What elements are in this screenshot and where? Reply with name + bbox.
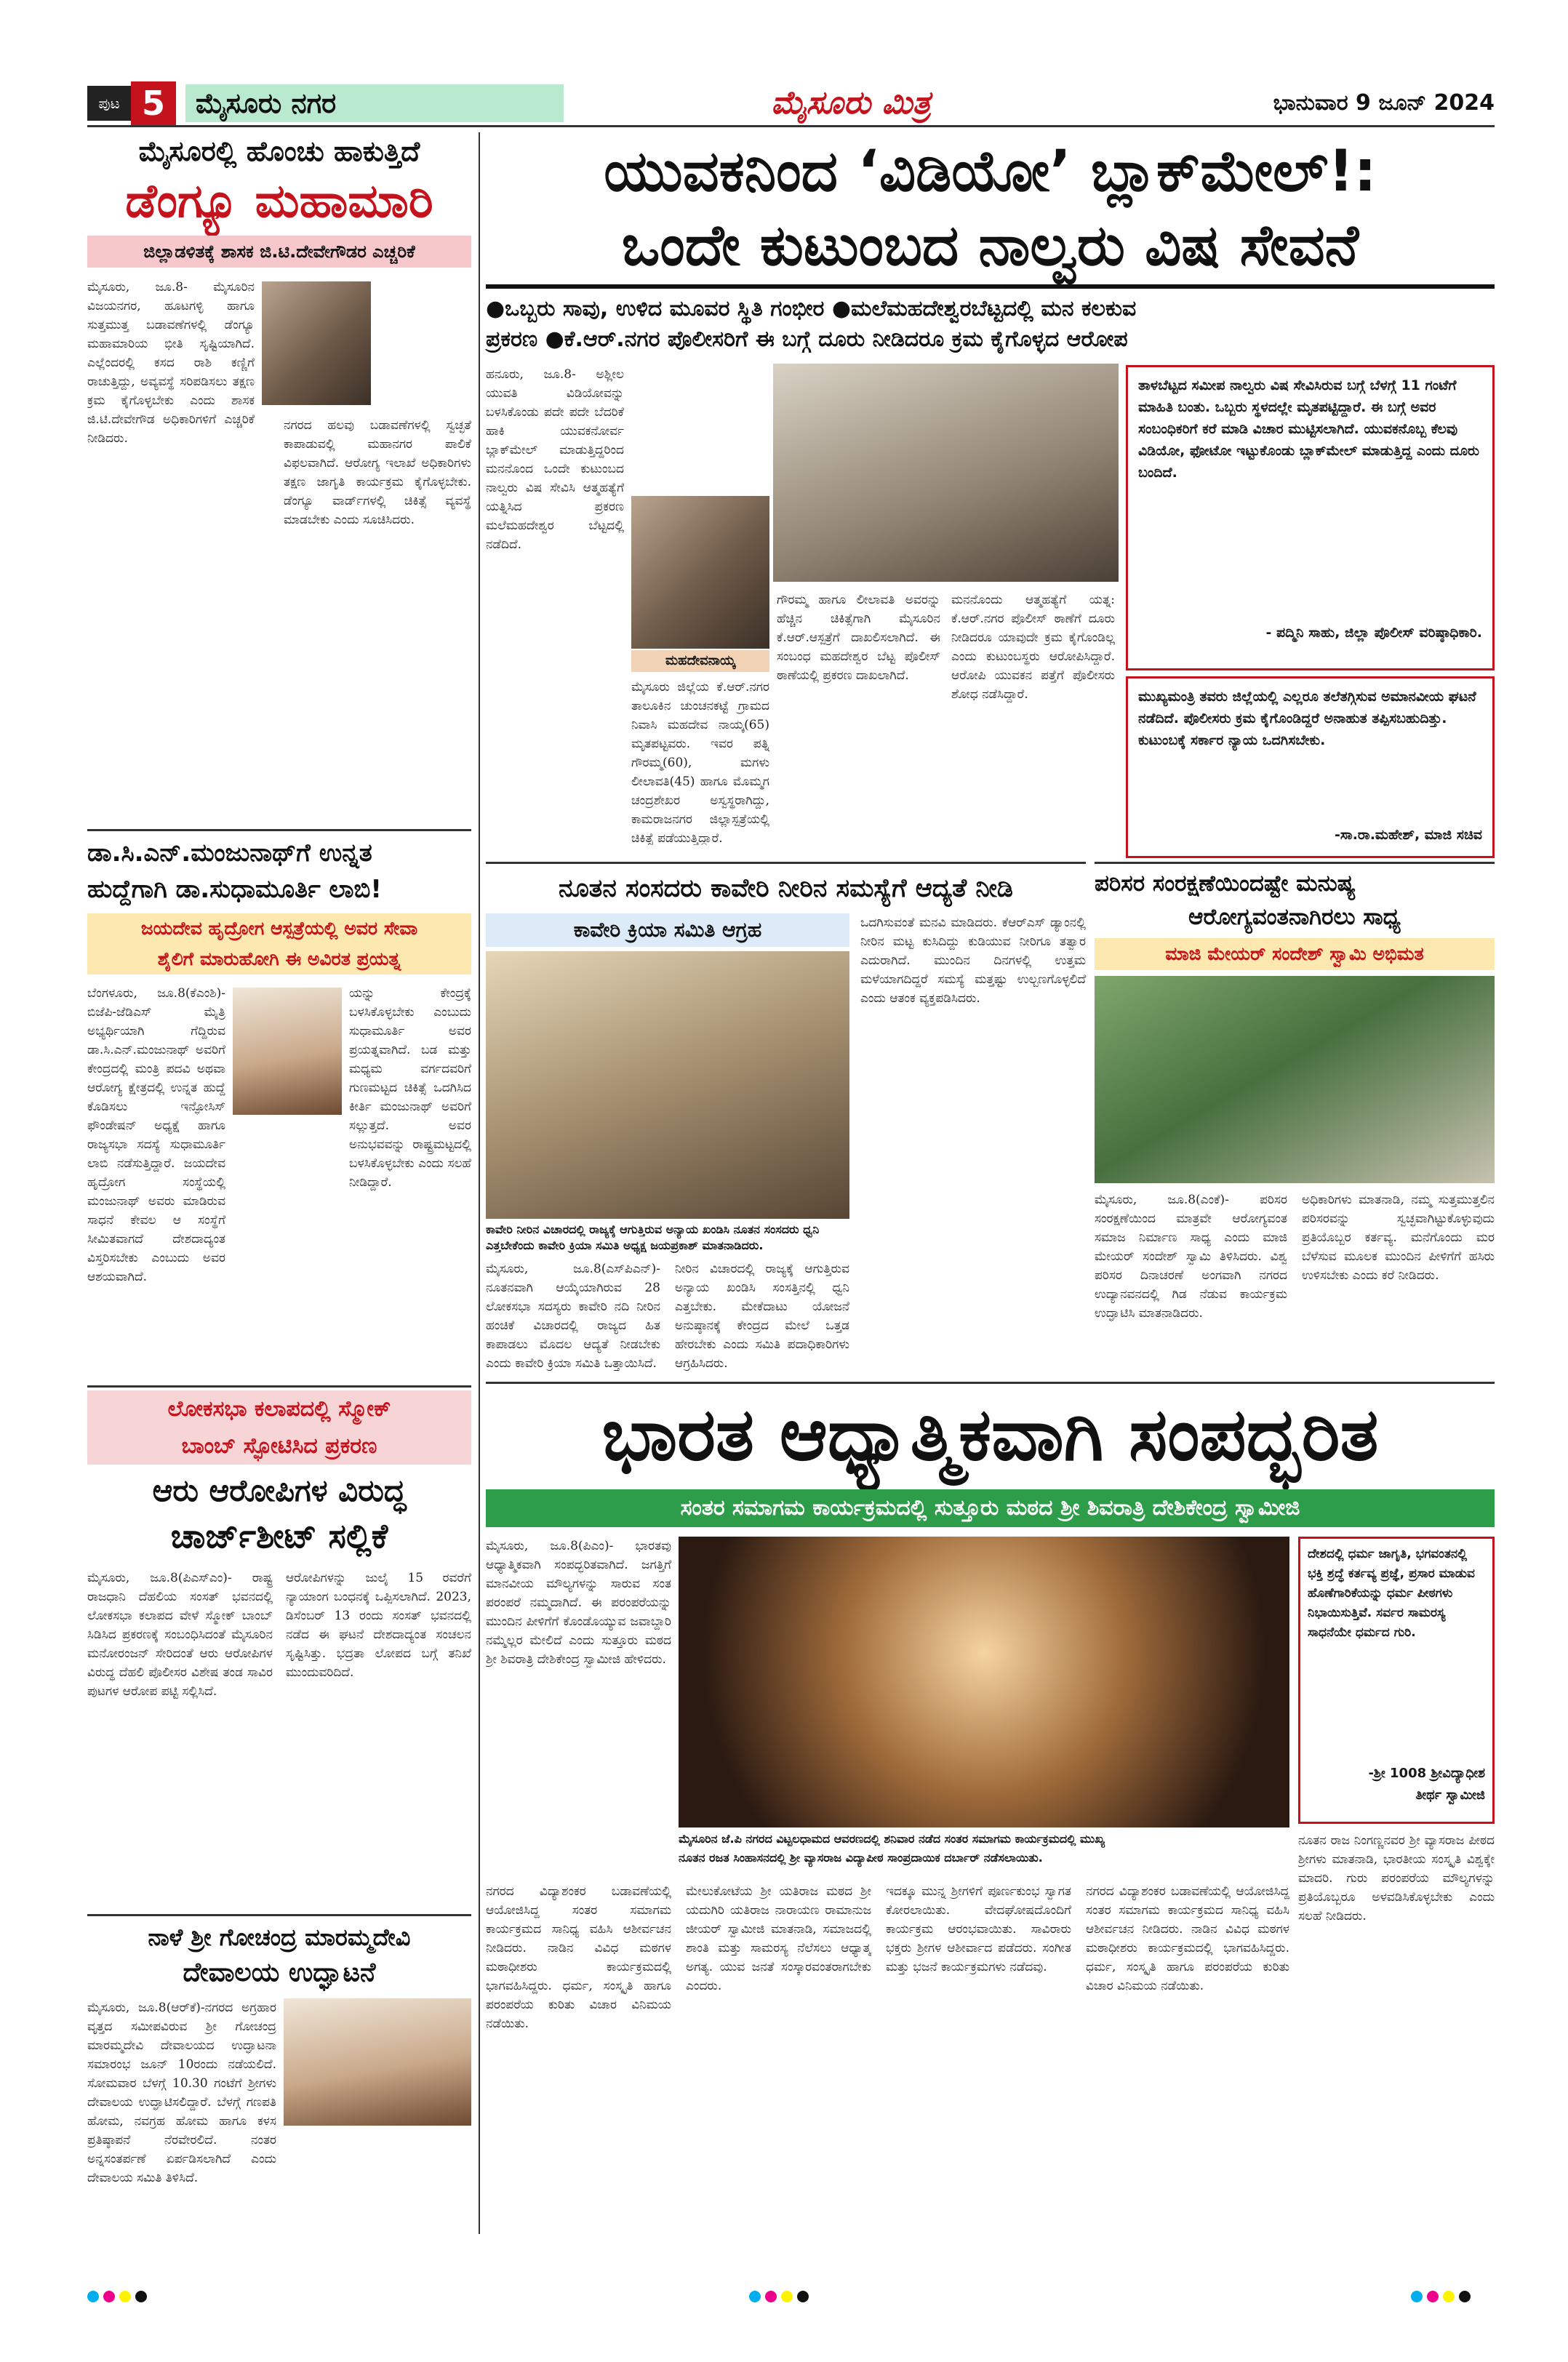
- seer-quote-box: [1298, 1537, 1495, 1824]
- lead-body-col1: ಹನೂರು, ಜೂ.8- ಅಶ್ಲೀಲ ಯುವತಿ ವಿಡಿಯೋವನ್ನು ಬಳಸಿಕೊಂಡು ಪದೇ ಪದೇ ಬೆದರಿಕೆ ಹಾಕಿ ಯುವಕನೋರ್ವ ಬ್ಲಾಕ್‌ಮೇಲ್ ಮಾಡುತ್ತಿದ್ದರಿಂದ ಮನನೊಂದ ಒಂದೇ ಕುಟುಂಬದ ನಾಲ್ವರು ವಿಷ ಸೇವಿಸಿ ಆತ್ಮಹತ್ಯೆಗೆ ಯತ್ನಿಸಿದ ಪ್ರಕರಣ ಮಲೆಮಹದೇಶ್ವರ ಬೆಟ್ಟದಲ್ಲಿ ನಡೆದಿದೆ.: [486, 367, 624, 552]
- spiritual-article: [486, 1388, 1495, 2235]
- env-article: [1095, 867, 1495, 1380]
- mahesh-quote-attribution: -ಸಾ.ರಾ.ಮಹೇಶ್, ಮಾಜಿ ಸಚಿವ: [1335, 827, 1482, 843]
- sudha-subhead-line1: ಜಯದೇವ ಹೃದ್ರೋಗ ಆಸ್ಪತ್ರೆಯಲ್ಲಿ ಅವರ ಸೇವಾ: [140, 918, 418, 939]
- dengue-body-col2: ನಗರದ ಹಲವು ಬಡಾವಣೆಗಳಲ್ಲಿ ಸ್ವಚ್ಛತೆ ಕಾಪಾಡುವಲ್ಲಿ ಮಹಾನಗರ ಪಾಲಿಕೆ ವಿಫಲವಾಗಿದೆ. ಆರೋಗ್ಯ ಇಲಾಖೆ ಅಧಿಕಾರಿಗಳು ತಕ್ಷಣ ಜಾಗೃತಿ ಕಾರ್ಯಕ್ರಮ ಕೈಗೊಳ್ಳಬೇಕು. ಡೆಂಗ್ಯೂ ವಾರ್ಡ್‌ಗಳಲ್ಲಿ ಚಿಕಿತ್ಸೆ ವ್ಯವಸ್ಥೆ ಮಾಡಬೇಕು ಎಂದು ಸೂಚಿಸಿದರು.: [284, 418, 471, 527]
- divider-spiritual: [486, 1382, 1495, 1384]
- cauvery-photo-caption: ಕಾವೇರಿ ನೀರಿನ ವಿಚಾರದಲ್ಲಿ ರಾಜ್ಯಕ್ಕೆ ಆಗುತ್ತಿರುವ ಅನ್ಯಾಯ ಖಂಡಿಸಿ ನೂತನ ಸಂಸದರು ಧ್ವನಿ ಎತ್ತಬೇಕೆಂದು ಕಾವೇರಿ ಕ್ರಿಯಾ ಸಮಿತಿ ಅಧ್ಯಕ್ಷ ಜಯಪ್ರಕಾಶ್ ಮಾತನಾಡಿದರು.: [486, 1222, 820, 1252]
- issue-date: ಭಾನುವಾರ 9 ಜೂನ್ 2024: [1273, 90, 1495, 116]
- mla-portrait: [262, 281, 371, 405]
- temple-photo: [284, 1998, 471, 2126]
- spiritual-headline: ಭಾರತ ಆಧ್ಯಾತ್ಮಿಕವಾಗಿ ಸಂಪದ್ಭರಿತ: [601, 1392, 1379, 1477]
- smoke-headline-line2: ಚಾರ್ಜ್‌ಶೀಟ್ ಸಲ್ಲಿಕೆ: [170, 1516, 388, 1556]
- sudha-headline-line1: ಡಾ.ಸಿ.ಎನ್.ಮಂಜುನಾಥ್‌ಗೆ ಉನ್ನತ: [87, 838, 372, 868]
- temple-article: [87, 1920, 471, 2233]
- magenta-dot: [765, 2291, 777, 2302]
- lead-deck-line1: ●ಒಬ್ಬರು ಸಾವು, ಉಳಿದ ಮೂವರ ಸ್ಥಿತಿ ಗಂಭೀರ ●ಮಲೆಮಹದೇಶ್ವರಬೆಟ್ಟದಲ್ಲಿ ಮನ ಕಲಕುವ: [486, 296, 1137, 321]
- sp-quote-box: [1126, 365, 1495, 670]
- cauvery-article: [486, 867, 1086, 1380]
- cauvery-body-col2: ನೀರಿನ ವಿಚಾರದಲ್ಲಿ ರಾಜ್ಯಕ್ಕೆ ಆಗುತ್ತಿರುವ ಅನ್ಯಾಯ ಖಂಡಿಸಿ ಸಂಸತ್ತಿನಲ್ಲಿ ಧ್ವನಿ ಎತ್ತಬೇಕು. ಮೇಕೆದಾಟು ಯೋಜನೆ ಅನುಷ್ಠಾನಕ್ಕೆ ಕೇಂದ್ರದ ಮೇಲೆ ಒತ್ತಡ ಹೇರಬೇಕು ಎಂದು ಸಮಿತಿ ಪದಾಧಿಕಾರಿಗಳು ಆಗ್ರಹಿಸಿದರು.: [675, 1262, 849, 1371]
- dengue-kicker: ಮೈಸೂರಲ್ಲಿ ಹೊಂಚು ಹಾಕುತ್ತಿದೆ: [138, 135, 420, 167]
- cauvery-body-col3: ಒದಗಿಸುವಂತೆ ಮನವಿ ಮಾಡಿದರು. ಕೆಆರ್‌ಎಸ್ ಡ್ಯಾಂನಲ್ಲಿ ನೀರಿನ ಮಟ್ಟ ಕುಸಿದಿದ್ದು ಕುಡಿಯುವ ನೀರಿಗೂ ತತ್ವಾರ ಎದುರಾಗಿದೆ. ಮುಂದಿನ ದಿನಗಳಲ್ಲಿ ಉತ್ತಮ ಮಳೆಯಾಗದಿದ್ದರೆ ಸಮಸ್ಯೆ ಮತ್ತಷ್ಟು ಉಲ್ಬಣಗೊಳ್ಳಲಿದೆ ಎಂದು ಆತಂಕ ವ್ಯಕ್ತಪಡಿಸಿದರು.: [860, 916, 1086, 1006]
- sp-quote-text: ತಾಳಬೆಟ್ಟದ ಸಮೀಪ ನಾಲ್ವರು ವಿಷ ಸೇವಿಸಿರುವ ಬಗ್ಗೆ ಬೆಳಗ್ಗೆ 11 ಗಂಟೆಗೆ ಮಾಹಿತಿ ಬಂತು. ಒಬ್ಬರು ಸ್ಥಳದಲ್ಲೇ ಮೃತಪಟ್ಟಿದ್ದಾರೆ. ಈ ಬಗ್ಗೆ ಅವರ ಸಂಬಂಧಿಕರಿಗೆ ಕರೆ ಮಾಡಿ ವಿಚಾರ ಮುಟ್ಟಿಸಲಾಗಿದೆ. ಯುವಕನೊಬ್ಬ ಕೆಲವು ವಿಡಿಯೋ, ಫೋಟೋ ಇಟ್ಟುಕೊಂಡು ಬ್ಲಾಕ್‌ಮೇಲ್ ಮಾಡುತ್ತಿದ್ದ ಎಂದು ದೂರು ಬಂದಿದೆ.: [1138, 377, 1480, 481]
- dengue-headline: ಡೆಂಗ್ಯೂ ಮಹಾಮಾರಿ: [125, 175, 433, 228]
- samagama-stage-photo: [679, 1537, 1289, 1827]
- lead-headline-line2: ಒಂದೇ ಕುಟುಂಬದ ನಾಲ್ವರು ವಿಷ ಸೇವನೆ: [621, 213, 1359, 279]
- spiritual-subhead: ಸಂತರ ಸಮಾಗಮ ಕಾರ್ಯಕ್ರಮದಲ್ಲಿ ಸುತ್ತೂರು ಮಠದ ಶ್ರೀ ಶಿವರಾತ್ರಿ ದೇಶಿಕೇಂದ್ರ ಸ್ವಾಮೀಜಿ: [486, 1489, 1495, 1527]
- cyan-dot: [1411, 2291, 1423, 2302]
- seer-quote-attribution-line1: -ಶ್ರೀ 1008 ಶ್ರೀವಿದ್ಯಾಧೀಶ: [1368, 1766, 1485, 1781]
- police-station-photo: [773, 364, 1119, 582]
- lead-headline-box: [486, 132, 1495, 289]
- divider-temple: [87, 1914, 471, 1916]
- magenta-dot: [103, 2291, 115, 2302]
- samagama-caption-line2: ನೂತನ ರಜತ ಸಿಂಹಾಸನದಲ್ಲಿ ಶ್ರೀ ವ್ಯಾಸರಾಜ ವಿದ್ಯಾಪೀಠ ಸಾಂಪ್ರದಾಯಿಕ ದರ್ಬಾರ್ ನಡೆಸಲಾಯಿತು.: [679, 1851, 1043, 1865]
- lead-deck-line2: ಪ್ರಕರಣ ●ಕೆ.ಆರ್.ನಗರ ಪೊಲೀಸರಿಗೆ ಈ ಬಗ್ಗೆ ದೂರು ನೀಡಿದರೂ ಕ್ರಮ ಕೈಗೊಳ್ಳದ ಆರೋಪ: [486, 327, 1128, 352]
- divider-env: [1095, 862, 1495, 864]
- spiritual-body-intro: ಮೈಸೂರು, ಜೂ.8(ಪಿಎಂ)- ಭಾರತವು ಆಧ್ಯಾತ್ಮಿಕವಾಗಿ ಸಂಪದ್ಭರಿತವಾಗಿದೆ. ಜಗತ್ತಿಗೆ ಮಾನವೀಯ ಮೌಲ್ಯಗಳನ್ನು ಸಾರುವ ಸಂತ ಪರಂಪರೆ ನಮ್ಮದಾಗಿದೆ. ಈ ಪರಂಪರೆಯನ್ನು ಮುಂದಿನ ಪೀಳಿಗೆಗೆ ಕೊಂಡೊಯ್ಯುವ ಜವಾಬ್ದಾರಿ ನಮ್ಮೆಲ್ಲರ ಮೇಲಿದೆ ಎಂದು ಸುತ್ತೂರು ಮಠದ ಶ್ರೀ ಶಿವರಾತ್ರಿ ದೇಶಿಕೇಂದ್ರ ಸ್ವಾಮೀಜಿ ಹೇಳಿದರು.: [486, 1539, 671, 1667]
- samagama-caption-line1: ಮೈಸೂರಿನ ಜೆ.ಪಿ ನಗರದ ವಿಟ್ಟಲಧಾಮದ ಆವರಣದಲ್ಲಿ ಶನಿವಾರ ನಡೆದ ಸಂತರ ಸಮಾಗಮ ಕಾರ್ಯಕ್ರಮದಲ್ಲಿ ಮುಖ್ಯ: [679, 1832, 1105, 1846]
- sp-quote-attribution: - ಪದ್ಮಿನಿ ಸಾಹು, ಜಿಲ್ಲಾ ಪೊಲೀಸ್ ವರಿಷ್ಠಾಧಿಕಾರಿ.: [1265, 625, 1482, 641]
- seer-quote-attribution-line2: ತೀರ್ಥ ಸ್ವಾಮೀಜಿ: [1415, 1787, 1485, 1803]
- header-rule: [87, 125, 1495, 127]
- smoke-kicker-box: [87, 1390, 471, 1465]
- divider-smoke: [87, 1385, 471, 1388]
- mahesh-quote-box: [1126, 676, 1495, 858]
- yellow-dot: [1443, 2291, 1455, 2302]
- tree-planting-photo: [1095, 976, 1495, 1183]
- sudha-headline-line2: ಹುದ್ದೆಗಾಗಿ ಡಾ.ಸುಧಾಮೂರ್ತಿ ಲಾಬಿ!: [87, 875, 382, 904]
- smoke-article: [87, 1390, 471, 1910]
- seer-quote-text: ದೇಶದಲ್ಲಿ ಧರ್ಮ ಜಾಗೃತಿ, ಭಗವಂತನಲ್ಲಿ ಭಕ್ತಿ ಶ್ರದ್ಧೆ ಕರ್ತವ್ಯ ಪ್ರಜ್ಞೆ, ಪ್ರಸಾರ ಮಾಡುವ ಹೊಣೆಗಾರಿಕೆಯನ್ನು ಧರ್ಮ ಪೀಠಗಳು ನಿಭಾಯಿಸುತ್ತಿವೆ. ಸರ್ವರ ಸಾಮರಸ್ಯ ಸಾಧನೆಯೇ ಧರ್ಮದ ಗುರಿ.: [1308, 1547, 1475, 1640]
- divider-sudha: [87, 829, 471, 831]
- registration-marks-right: [1411, 2291, 1498, 2305]
- env-headline-line2: ಆರೋಗ್ಯವಂತನಾಗಿರಲು ಸಾಧ್ಯ: [1188, 904, 1401, 930]
- spiritual-body-col1: ನಗರದ ವಿದ್ಯಾಶಂಕರ ಬಡಾವಣೆಯಲ್ಲಿ ಆಯೋಜಿಸಿದ್ದ ಸಂತರ ಸಮಾಗಮ ಕಾರ್ಯಕ್ರಮದ ಸಾನಿಧ್ಯ ವಹಿಸಿ ಆಶೀರ್ವಚನ ನೀಡಿದರು. ನಾಡಿನ ವಿವಿಧ ಮಠಗಳ ಮಠಾಧೀಶರು ಕಾರ್ಯಕ್ರಮದಲ್ಲಿ ಭಾಗವಹಿಸಿದ್ದರು. ಧರ್ಮ, ಸಂಸ್ಕೃತಿ ಹಾಗೂ ಪರಂಪರೆಯ ಕುರಿತು ವಿಚಾರ ವಿನಿಮಯ ನಡೆಯಿತು.: [486, 1884, 671, 2031]
- page-label: ಪುಟ: [87, 86, 131, 121]
- spiritual-body-col4: ನಗರದ ವಿದ್ಯಾಶಂಕರ ಬಡಾವಣೆಯಲ್ಲಿ ಆಯೋಜಿಸಿದ್ದ ಸಂತರ ಸಮಾಗಮ ಕಾರ್ಯಕ್ರಮದ ಸಾನಿಧ್ಯ ವಹಿಸಿ ಆಶೀರ್ವಚನ ನೀಡಿದರು. ನಾಡಿನ ವಿವಿಧ ಮಠಗಳ ಮಠಾಧೀಶರು ಕಾರ್ಯಕ್ರಮದಲ್ಲಿ ಭಾಗವಹಿಸಿದ್ದರು. ಧರ್ಮ, ಸಂಸ್ಕೃತಿ ಹಾಗೂ ಪರಂಪರೆಯ ಕುರಿತು ವಿಚಾರ ವಿನಿಮಯ ನಡೆಯಿತು.: [1086, 1884, 1289, 1993]
- cauvery-headline: ನೂತನ ಸಂಸದರು ಕಾವೇರಿ ನೀರಿನ ಸಮಸ್ಯೆಗೆ ಆದ್ಯತೆ ನೀಡಿ: [559, 874, 1013, 903]
- black-dot: [797, 2291, 809, 2302]
- temple-body: ಮೈಸೂರು, ಜೂ.8(ಆರ್‌ಕೆ)-ನಗರದ ಅಗ್ರಹಾರ ವೃತ್ತದ ಸಮೀಪವಿರುವ ಶ್ರೀ ಗೋಚಂದ್ರ ಮಾರಮ್ಮದೇವಿ ದೇವಾಲಯದ ಉದ್ಘಾಟನಾ ಸಮಾರಂಭ ಜೂನ್ 10ರಂದು ನಡೆಯಲಿದೆ. ಸೋಮವಾರ ಬೆಳಗ್ಗೆ 10.30 ಗಂಟೆಗೆ ಶ್ರೀಗಳು ದೇವಾಲಯ ಉದ್ಘಾಟಿಸಲಿದ್ದಾರೆ. ಬೆಳಗ್ಗೆ ಗಣಪತಿ ಹೋಮ, ನವಗ್ರಹ ಹೋಮ ಹಾಗೂ ಕಳಸ ಪ್ರತಿಷ್ಠಾಪನೆ ನೆರವೇರಲಿದೆ. ನಂತರ ಅನ್ನಸಂತರ್ಪಣೆ ಏರ್ಪಡಿಸಲಾಗಿದೆ ಎಂದು ದೇವಾಲಯ ಸಮಿತಿ ತಿಳಿಸಿದೆ.: [87, 2001, 276, 2185]
- sudha-subhead-line2: ಶೈಲಿಗೆ ಮಾರುಹೋಗಿ ಈ ಅವಿರತ ಪ್ರಯತ್ನ: [157, 948, 401, 969]
- smoke-headline-line1: ಆರು ಆರೋಪಿಗಳ ವಿರುದ್ಧ: [152, 1473, 407, 1508]
- page-number: 5: [131, 81, 176, 125]
- sudha-body-col2: ಯನ್ನು ಕೇಂದ್ರಕ್ಕೆ ಬಳಸಿಕೊಳ್ಳಬೇಕು ಎಂಬುದು ಸುಧಾಮೂರ್ತಿ ಅವರ ಪ್ರಯತ್ನವಾಗಿದೆ. ಬಡ ಮತ್ತು ಮಧ್ಯಮ ವರ್ಗದವರಿಗೆ ಗುಣಮಟ್ಟದ ಚಿಕಿತ್ಸೆ ಒದಗಿಸಿದ ಕೀರ್ತಿ ಮಂಜುನಾಥ್ ಅವರಿಗೆ ಸಲ್ಲುತ್ತದೆ. ಅವರ ಅನುಭವವನ್ನು ರಾಷ್ಟ್ರಮಟ್ಟದಲ್ಲಿ ಬಳಸಿಕೊಳ್ಳಬೇಕು ಎಂದು ಸಲಹೆ ನೀಡಿದ್ದಾರೆ.: [349, 986, 471, 1190]
- page-header: [87, 81, 1495, 125]
- spiritual-body-col2: ಮೇಲುಕೋಟೆಯ ಶ್ರೀ ಯತಿರಾಜ ಮಠದ ಶ್ರೀ ಯದುಗಿರಿ ಯತಿರಾಜ ನಾರಾಯಣ ರಾಮಾನುಜ ಜೀಯರ್ ಸ್ವಾಮೀಜಿ ಮಾತನಾಡಿ, ಸಮಾಜದಲ್ಲಿ ಶಾಂತಿ ಮತ್ತು ಸಾಮರಸ್ಯ ನೆಲೆಸಲು ಆಧ್ಯಾತ್ಮ ಅಗತ್ಯ. ಯುವ ಜನತೆ ಸಂಸ್ಕಾರವಂತರಾಗಬೇಕು ಎಂದರು.: [686, 1884, 871, 1993]
- black-dot: [1459, 2291, 1471, 2302]
- env-subhead: ಮಾಜಿ ಮೇಯರ್ ಸಂದೇಶ್ ಸ್ವಾಮಿ ಅಭಿಮತ: [1095, 938, 1495, 970]
- sudha-portrait: [233, 988, 342, 1115]
- cyan-dot: [749, 2291, 761, 2302]
- smoke-body-col2: ಆರೋಪಿಗಳನ್ನು ಜುಲೈ 15 ರವರೆಗೆ ನ್ಯಾಯಾಂಗ ಬಂಧನಕ್ಕೆ ಒಪ್ಪಿಸಲಾಗಿದೆ. 2023, ಡಿಸೆಂಬರ್ 13 ರಂದು ಸಂಸತ್ ಭವನದಲ್ಲಿ ನಡೆದ ಈ ಘಟನೆ ದೇಶದಾದ್ಯಂತ ಸಂಚಲನ ಸೃಷ್ಟಿಸಿತ್ತು. ಭದ್ರತಾ ಲೋಪದ ಬಗ್ಗೆ ತನಿಖೆ ಮುಂದುವರಿದಿದೆ.: [286, 1571, 471, 1680]
- env-headline-line1: ಪರಿಸರ ಸಂರಕ್ಷಣೆಯಿಂದಷ್ಟೇ ಮನುಷ್ಯ: [1095, 870, 1356, 897]
- cyan-dot: [87, 2291, 99, 2302]
- spiritual-body-col5: ನೂತನ ರಾಜ ನಿಂಗಣ್ಣನವರ ಶ್ರೀ ವ್ಯಾಸರಾಜ ಪೀಠದ ಶ್ರೀಗಳು ಮಾತನಾಡಿ, ಭಾರತೀಯ ಸಂಸ್ಕೃತಿ ವಿಶ್ವಕ್ಕೇ ಮಾದರಿ. ಗುರು ಪರಂಪರೆಯ ಮೌಲ್ಯಗಳನ್ನು ಪ್ರತಿಯೊಬ್ಬರೂ ಅಳವಡಿಸಿಕೊಳ್ಳಬೇಕು ಎಂದು ಸಲಹೆ ನೀಡಿದರು.: [1298, 1833, 1495, 1923]
- sudha-subhead: [87, 913, 471, 974]
- cauvery-body-col1: ಮೈಸೂರು, ಜೂ.8(ಎಸ್‌ಪಿಎನ್)- ನೂತನವಾಗಿ ಆಯ್ಕೆಯಾಗಿರುವ 28 ಲೋಕಸಭಾ ಸದಸ್ಯರು ಕಾವೇರಿ ನದಿ ನೀರಿನ ಹಂಚಿಕೆ ವಿಚಾರದಲ್ಲಿ ರಾಜ್ಯದ ಹಿತ ಕಾಪಾಡಲು ಮೊದಲ ಆದ್ಯತೆ ನೀಡಬೇಕು ಎಂದು ಕಾವೇರಿ ಕ್ರಿಯಾ ಸಮಿತಿ ಒತ್ತಾಯಿಸಿದೆ.: [486, 1262, 660, 1371]
- env-body-col2: ಅಧಿಕಾರಿಗಳು ಮಾತನಾಡಿ, ನಮ್ಮ ಸುತ್ತಮುತ್ತಲಿನ ಪರಿಸರವನ್ನು ಸ್ವಚ್ಛವಾಗಿಟ್ಟುಕೊಳ್ಳುವುದು ಪ್ರತಿಯೊಬ್ಬರ ಕರ್ತವ್ಯ. ಮನೆಗೊಂದು ಮರ ಬೆಳೆಸುವ ಮೂಲಕ ಮುಂದಿನ ಪೀಳಿಗೆಗೆ ಹಸಿರು ಉಳಿಸಬೇಕು ಎಂದು ಕರೆ ನೀಡಿದರು.: [1302, 1193, 1495, 1283]
- smoke-body-col1: ಮೈಸೂರು, ಜೂ.8(ಪಿಎಸ್‌ಎಂ)- ರಾಷ್ಟ್ರ ರಾಜಧಾನಿ ದೆಹಲಿಯ ಸಂಸತ್ ಭವನದಲ್ಲಿ ಲೋಕಸಭಾ ಕಲಾಪದ ವೇಳೆ ಸ್ಮೋಕ್ ಬಾಂಬ್ ಸಿಡಿಸಿದ ಪ್ರಕರಣಕ್ಕೆ ಸಂಬಂಧಿಸಿದಂತೆ ಮೈಸೂರಿನ ಮನೋರಂಜನ್ ಸೇರಿದಂತೆ ಆರು ಆರೋಪಿಗಳ ವಿರುದ್ಧ ದೆಹಲಿ ಪೊಲೀಸರ ವಿಶೇಷ ತಂಡ ಸಾವಿರ ಪುಟಗಳ ಆರೋಪ ಪಟ್ಟಿ ಸಲ್ಲಿಸಿದೆ.: [87, 1571, 273, 1699]
- registration-marks-center: [749, 2291, 836, 2305]
- yellow-dot: [119, 2291, 131, 2302]
- black-dot: [135, 2291, 147, 2302]
- column-rule-left: [479, 132, 480, 2234]
- lead-headline-line1: ಯುವಕನಿಂದ ‘ವಿಡಿಯೋ’ ಬ್ಲಾಕ್‌ಮೇಲ್!:: [604, 139, 1377, 204]
- cauvery-subhead: ಕಾವೇರಿ ಕ್ರಿಯಾ ಸಮಿತಿ ಆಗ್ರಹ: [486, 913, 849, 947]
- sudha-body-col1: ಬೆಂಗಳೂರು, ಜೂ.8(ಕೆಎಂಶಿ)- ಬಿಜೆಪಿ-ಜೆಡಿಎಸ್ ಮೈತ್ರಿ ಅಭ್ಯರ್ಥಿಯಾಗಿ ಗೆದ್ದಿರುವ ಡಾ.ಸಿ.ಎನ್.ಮಂಜುನಾಥ್ ಅವರಿಗೆ ಕೇಂದ್ರದಲ್ಲಿ ಮಂತ್ರಿ ಪದವಿ ಅಥವಾ ಆರೋಗ್ಯ ಕ್ಷೇತ್ರದಲ್ಲಿ ಉನ್ನತ ಹುದ್ದೆ ಕೊಡಿಸಲು ಇನ್ಫೋಸಿಸ್ ಫೌಂಡೇಷನ್ ಅಧ್ಯಕ್ಷೆ ಹಾಗೂ ರಾಜ್ಯಸಭಾ ಸದಸ್ಯೆ ಸುಧಾಮೂರ್ತಿ ಲಾಬಿ ನಡೆಸುತ್ತಿದ್ದಾರೆ. ಜಯದೇವ ಹೃದ್ರೋಗ ಸಂಸ್ಥೆಯಲ್ಲಿ ಮಂಜುನಾಥ್ ಅವರು ಮಾಡಿರುವ ಸಾಧನೆ ಕೇವಲ ಆ ಸಂಸ್ಥೆಗೆ ಸೀಮಿತವಾಗದೆ ದೇಶದಾದ್ಯಂತ ವಿಸ್ತರಿಸಬೇಕು ಎಂಬುದು ಅವರ ಆಶಯವಾಗಿದೆ.: [87, 986, 225, 1284]
- yellow-dot: [781, 2291, 793, 2302]
- mahesh-quote-text: ಮುಖ್ಯಮಂತ್ರಿ ತವರು ಜಿಲ್ಲೆಯಲ್ಲಿ ಎಲ್ಲರೂ ತಲೆತಗ್ಗಿಸುವ ಅಮಾನವೀಯ ಘಟನೆ ನಡೆದಿದೆ. ಪೊಲೀಸರು ಕ್ರಮ ಕೈಗೊಂಡಿದ್ದರೆ ಅನಾಹುತ ತಪ್ಪಿಸಬಹುದಿತ್ತು. ಕುಟುಂಬಕ್ಕೆ ಸರ್ಕಾರ ನ್ಯಾಯ ಒದಗಿಸಬೇಕು.: [1138, 689, 1476, 748]
- lead-body-col4: ಮನನೊಂದು ಆತ್ಮಹತ್ಯೆಗೆ ಯತ್ನ: ಕೆ.ಆರ್.ನಗರ ಪೊಲೀಸ್ ಠಾಣೆಗೆ ದೂರು ನೀಡಿದರೂ ಯಾವುದೇ ಕ್ರಮ ಕೈಗೊಂಡಿಲ್ಲ ಎಂದು ಕುಟುಂಬಸ್ಥರು ಆರೋಪಿಸಿದ್ದಾರೆ. ಆರೋಪಿ ಯುವಕನ ಪತ್ತೆಗೆ ಪೊಲೀಸರು ಶೋಧ ನಡೆಸಿದ್ದಾರೆ.: [951, 593, 1115, 702]
- env-body-col1: ಮೈಸೂರು, ಜೂ.8(ಎಂಕೆ)- ಪರಿಸರ ಸಂರಕ್ಷಣೆಯಿಂದ ಮಾತ್ರವೇ ಆರೋಗ್ಯವಂತ ಸಮಾಜ ನಿರ್ಮಾಣ ಸಾಧ್ಯ ಎಂದು ಮಾಜಿ ಮೇಯರ್ ಸಂದೇಶ್ ಸ್ವಾಮಿ ತಿಳಿಸಿದರು. ವಿಶ್ವ ಪರಿಸರ ದಿನಾಚರಣೆ ಅಂಗವಾಗಿ ನಗರದ ಉದ್ಯಾನವನದಲ್ಲಿ ಗಿಡ ನೆಡುವ ಕಾರ್ಯಕ್ರಮ ಉದ್ಘಾಟಿಸಿ ಮಾತನಾಡಿದರು.: [1095, 1193, 1287, 1321]
- dengue-article: [87, 132, 471, 827]
- cauvery-press-photo: [486, 951, 849, 1219]
- dengue-subhead: ಜಿಲ್ಲಾಡಳಿತಕ್ಕೆ ಶಾಸಕ ಜಿ.ಟಿ.ದೇವೇಗೌಡರ ಎಚ್ಚರಿಕೆ: [87, 236, 471, 268]
- section-title: ಮೈಸೂರು ನಗರ: [185, 84, 564, 122]
- dengue-body-col1: ಮೈಸೂರು, ಜೂ.8- ಮೈಸೂರಿನ ವಿಜಯನಗರ, ಹೂಟಗಳ್ಳಿ ಹಾಗೂ ಸುತ್ತಮುತ್ತ ಬಡಾವಣೆಗಳಲ್ಲಿ ಡೆಂಗ್ಯೂ ಮಹಾಮಾರಿಯ ಭೀತಿ ಸೃಷ್ಟಿಯಾಗಿದೆ. ಎಲ್ಲೆಂದರಲ್ಲಿ ಕಸದ ರಾಶಿ ಕಣ್ಣಿಗೆ ರಾಚುತ್ತಿದ್ದು, ಅವ್ಯವಸ್ಥೆ ಸರಿಪಡಿಸಲು ತಕ್ಷಣ ಕ್ರಮ ಕೈಗೊಳ್ಳಬೇಕು ಎಂದು ಶಾಸಕ ಜಿ.ಟಿ.ದೇವೇಗೌಡ ಅಧಿಕಾರಿಗಳಿಗೆ ಎಚ್ಚರಿಕೆ ನೀಡಿದರು.: [87, 280, 255, 446]
- masthead-logo: ಮೈಸೂರು ಮಿತ್ರ: [771, 84, 931, 121]
- lead-body-col2: ಮೈಸೂರು ಜಿಲ್ಲೆಯ ಕೆ.ಆರ್.ನಗರ ತಾಲೂಕಿನ ಚುಂಚನಕಟ್ಟೆ ಗ್ರಾಮದ ನಿವಾಸಿ ಮಹದೇವ ನಾಯ್ಕ(65) ಮೃತಪಟ್ಟವರು. ಇವರ ಪತ್ನಿ ಗೌರಮ್ಮ(60), ಮಗಳು ಲೀಲಾವತಿ(45) ಹಾಗೂ ಮೊಮ್ಮಗ ಚಂದ್ರಶೇಖರ ಅಸ್ವಸ್ಥರಾಗಿದ್ದು, ಕಾಮರಾಜನಗರ ಜಿಲ್ಲಾಸ್ಪತ್ರೆಯಲ್ಲಿ ಚಿಕಿತ್ಸೆ ಪಡೆಯುತ್ತಿದ್ದಾರೆ.: [631, 680, 769, 845]
- lead-article: [486, 132, 1495, 860]
- magenta-dot: [1427, 2291, 1439, 2302]
- spiritual-body-col3: ಇದಕ್ಕೂ ಮುನ್ನ ಶ್ರೀಗಳಿಗೆ ಪೂರ್ಣಕುಂಭ ಸ್ವಾಗತ ಕೋರಲಾಯಿತು. ವೇದಘೋಷದೊಂದಿಗೆ ಕಾರ್ಯಕ್ರಮ ಆರಂಭವಾಯಿತು. ಸಾವಿರಾರು ಭಕ್ತರು ಶ್ರೀಗಳ ಆಶೀರ್ವಾದ ಪಡೆದರು. ಸಂಗೀತ ಮತ್ತು ಭಜನೆ ಕಾರ್ಯಕ್ರಮಗಳು ನಡೆದವು.: [886, 1884, 1071, 1974]
- temple-headline-line2: ದೇವಾಲಯ ಉದ್ಘಾಟನೆ: [183, 1958, 376, 1987]
- victim-portrait: [631, 496, 769, 649]
- sudha-article: [87, 835, 471, 1384]
- lead-body-col3: ಗೌರಮ್ಮ ಹಾಗೂ ಲೀಲಾವತಿ ಅವರನ್ನು ಹೆಚ್ಚಿನ ಚಿಕಿತ್ಸೆಗಾಗಿ ಮೈಸೂರಿನ ಕೆ.ಆರ್.ಆಸ್ಪತ್ರೆಗೆ ದಾಖಲಿಸಲಾಗಿದೆ. ಈ ಸಂಬಂಧ ಮಹದೇಶ್ವರ ಬೆಟ್ಟ ಪೊಲೀಸ್ ಠಾಣೆಯಲ್ಲಿ ಪ್ರಕರಣ ದಾಖಲಾಗಿದೆ.: [777, 593, 940, 683]
- victim-caption: ಮಹದೇವನಾಯ್ಕ: [631, 650, 769, 672]
- registration-marks-left: [87, 2291, 175, 2305]
- temple-headline-line1: ನಾಳೆ ಶ್ರೀ ಗೋಚಂದ್ರ ಮಾರಮ್ಮದೇವಿ: [148, 1923, 411, 1951]
- divider-cauvery: [486, 862, 1086, 864]
- smoke-kicker-line1: ಲೋಕಸಭಾ ಕಲಾಪದಲ್ಲಿ ಸ್ಮೋಕ್: [167, 1396, 391, 1422]
- smoke-kicker-line2: ಬಾಂಬ್ ಸ್ಫೋಟಿಸಿದ ಪ್ರಕರಣ: [181, 1433, 377, 1459]
